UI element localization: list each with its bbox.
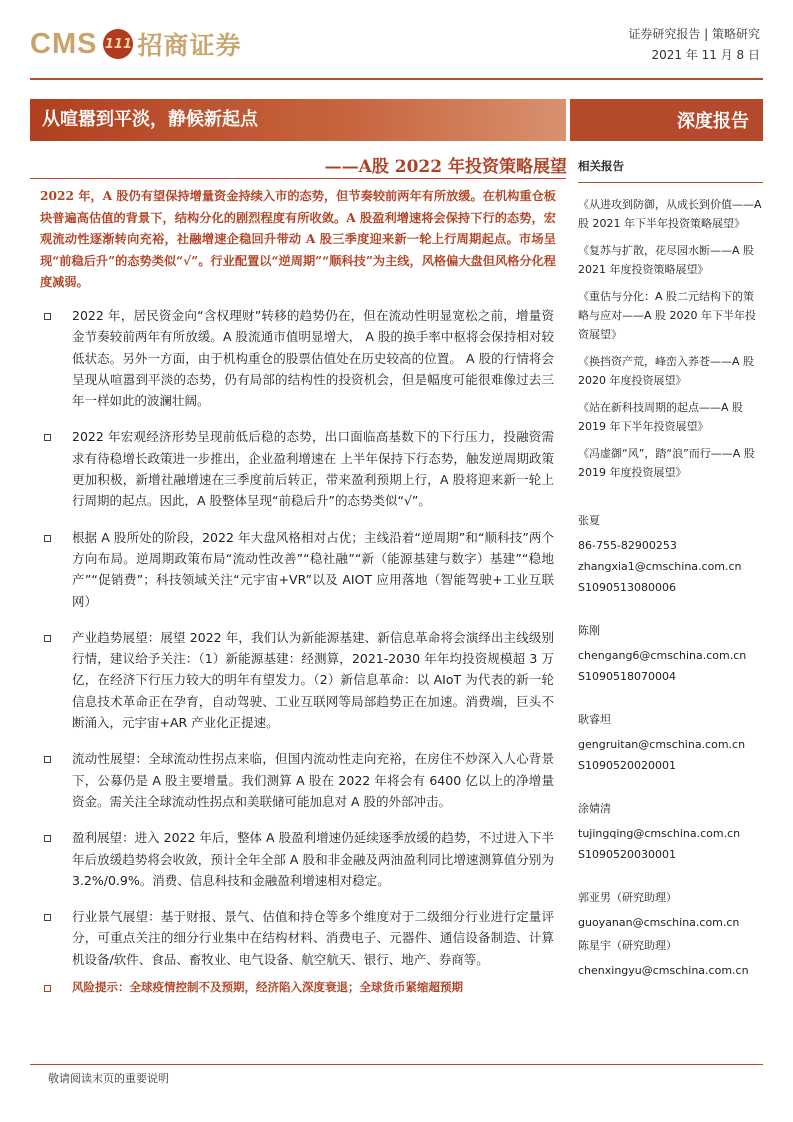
- logo-cms-text: CMS: [30, 27, 98, 60]
- analyst-name: 涂婧清: [578, 802, 611, 815]
- bullet-square-icon: [44, 434, 51, 441]
- bullet-item: 行业景气展望：基于财报、景气、估值和持仓等多个维度对于二级细分行业进行定量评分，可重点关注的细分行业集中在结构材料、消费电子、元器件、通信设备制造、计算机设备/软件、食品、畜牧业、电气设备、航空航天、银行、地产、券商等。: [40, 906, 554, 970]
- report-date: 2021 年 11 月 8 日: [651, 48, 760, 62]
- analyst-block: [578, 620, 763, 687]
- analyst-name: 耿睿坦: [578, 713, 611, 726]
- analyst-block: [578, 887, 763, 933]
- sidebar: [578, 158, 763, 981]
- summary-paragraph: 2022 年，A 股仍有望保持增量资金持续入市的态势，但节奏较前两年有所放缓。在机构重仓板块普遍高估值的背景下，结构分化的剧烈程度有所收敛。A 股盈利增速将会保持下行的态势，宏观流动性逐渐转向充裕，社融增速企稳回升带动 A 股三季度迎来新一轮上行周期起点。市场呈现“前稳后升”的态势类似“√”。行业配置以“逆周期”“顺科技”为主线，风格偏大盘但风格分化程度减弱。: [40, 189, 556, 289]
- analyst-name: 陈星宇（研究助理）: [578, 939, 677, 952]
- analyst-email: tujingqing@cmschina.com.cn: [578, 827, 741, 840]
- risk-warning: 风险提示：全球疫情控制不及预期，经济陷入深度衰退；全球货币紧缩超预期: [40, 977, 554, 998]
- analyst-email: chengang6@cmschina.com.cn: [578, 649, 747, 662]
- report-category: 证券研究报告 | 策略研究: [628, 27, 760, 41]
- subtitle-divider: [30, 178, 566, 179]
- company-logo: [30, 22, 241, 66]
- header-meta: [628, 24, 760, 66]
- bullet-square-icon: [44, 313, 51, 320]
- analyst-email: chenxingyu@cmschina.com.cn: [578, 964, 749, 977]
- analyst-phone: 86-755-82900253: [578, 539, 677, 552]
- bullet-square-icon: [44, 535, 51, 542]
- analyst-name: 陈刚: [578, 624, 600, 637]
- analyst-id: S1090520030001: [578, 848, 676, 861]
- footer-divider: [30, 1064, 763, 1065]
- related-report: 《重估与分化：A 股二元结构下的策略与应对——A 股 2020 年下半年投资展望》: [578, 290, 757, 341]
- bullet-square-icon: [44, 985, 51, 992]
- analyst-name: 张夏: [578, 514, 600, 527]
- report-type-badge: [570, 99, 763, 141]
- bullet-square-icon: [44, 835, 51, 842]
- analyst-name: 郭亚男（研究助理）: [578, 891, 677, 904]
- bullet-item: 根据 A 股所处的阶段，2022 年大盘风格相对占优；主线沿着“逆周期”和“顺科技”两个方向布局。逆周期政策布局“流动性改善”“稳社融”“新（能源基建与数字）基建”“稳地产”“促销费”；科技领域关注“元宇宙+VR”以及 AIOT 应用落地（智能驾驶+工业互联网）: [40, 527, 554, 612]
- related-reports-heading: 相关报告: [578, 159, 624, 173]
- bullet-item: 流动性展望：全球流动性拐点来临，但国内流动性走向充裕，在房住不炒深入人心背景下，公募仍是 A 股主要增量。我们测算 A 股在 2022 年将会有 6400 亿以上的净增量资金。需关注全球流动性拐点和美联储可能加息对 A 股的外部冲击。: [40, 748, 554, 812]
- analyst-block: [578, 935, 763, 981]
- analyst-email: zhangxia1@cmschina.com.cn: [578, 560, 742, 573]
- report-type-label: 深度报告: [677, 111, 749, 132]
- analyst-block: [578, 709, 763, 776]
- related-report: 《从进攻到防御，从成长到价值——A 股 2021 年下半年投资策略展望》: [578, 198, 762, 230]
- sidebar-divider: [578, 182, 763, 183]
- bullet-item: 2022 年宏观经济形势呈现前低后稳的态势，出口面临高基数下的下行压力，投融资需求有待稳增长政策进一步推出，企业盈利增速在 上半年保持下行态势，触发逆周期政策更加积极，新增社融增速在三季度前后转正，带来盈利预期上行，A 股将迎来新一轮上行周期的起点。因此，A 股整体呈现“前稳后升”的态势类似“√”。: [40, 426, 554, 511]
- analyst-block: [578, 798, 763, 865]
- related-report: 《站在新科技周期的起点——A 股 2019 年下半年投资展望》: [578, 401, 744, 433]
- related-report: 《冯虚御“风”，踏“浪”而行——A 股 2019 年度投资展望》: [578, 447, 755, 479]
- bullet-list: [40, 305, 554, 1013]
- bullet-square-icon: [44, 914, 51, 921]
- footer-note: 敬请阅读末页的重要说明: [48, 1072, 169, 1085]
- analyst-email: gengruitan@cmschina.com.cn: [578, 738, 746, 751]
- analyst-email: guoyanan@cmschina.com.cn: [578, 916, 740, 929]
- bullet-square-icon: [44, 635, 51, 642]
- analyst-block: [578, 510, 763, 598]
- report-title: 从喧嚣到平淡，静候新起点: [42, 109, 258, 130]
- related-report: 《复苏与扩散，花尽园水断——A 股 2021 年度投资策略展望》: [578, 244, 755, 276]
- analyst-id: S1090513080006: [578, 581, 676, 594]
- bullet-item: 盈利展望：进入 2022 年后，整体 A 股盈利增速仍延续逐季放缓的趋势，不过进入下半年后放缓趋势将会收敛，预计全年全部 A 股和非金融及两油盈利同比增速测算值分别为 3.2%/0.9%。消费、信息科技和金融盈利增速相对稳定。: [40, 827, 554, 891]
- logo-badge-icon: 111: [103, 29, 133, 59]
- analyst-id: S1090520020001: [578, 759, 676, 772]
- bullet-item: 2022 年，居民资金向“含权理财”转移的趋势仍在，但在流动性明显宽松之前，增量资金节奏较前两年有所放缓。A 股流通市值明显增大， A 股的换手率中枢将会保持相对较低状态。另外一方面，由于机构重仓的股票估值处在历史较高的位置。 A 股的行情将会呈现从喧嚣到平淡的态势，仍有局部的结构性的投资机会，但是幅度可能很难像过去三年一样如此的波澜壮阔。: [40, 305, 554, 411]
- header-divider: [30, 78, 763, 80]
- bullet-square-icon: [44, 756, 51, 763]
- related-report: 《换挡资产荒，峰峦入荞苍——A 股 2020 年度投资展望》: [578, 355, 755, 387]
- logo-chinese-text: 招商证券: [137, 31, 242, 60]
- analyst-id: S1090518070004: [578, 670, 676, 683]
- bullet-item: 产业趋势展望：展望 2022 年，我们认为新能源基建、新信息革命将会演绎出主线级别行情，建议给予关注：（1）新能源基建：经测算，2021-2030 年年均投资规模超 3 万亿，在经济下行压力较大的明年有望发力。（2）新信息革命：以 AIoT 为代表的新一轮信息技术革命正在孕育，自动驾驶、工业互联网等局部趋势正在加速。消费端，巨头不断涌入，元宇宙+AR 产业化正提速。: [40, 627, 554, 733]
- report-subtitle: ——A股 2022 年投资策略展望: [324, 157, 567, 177]
